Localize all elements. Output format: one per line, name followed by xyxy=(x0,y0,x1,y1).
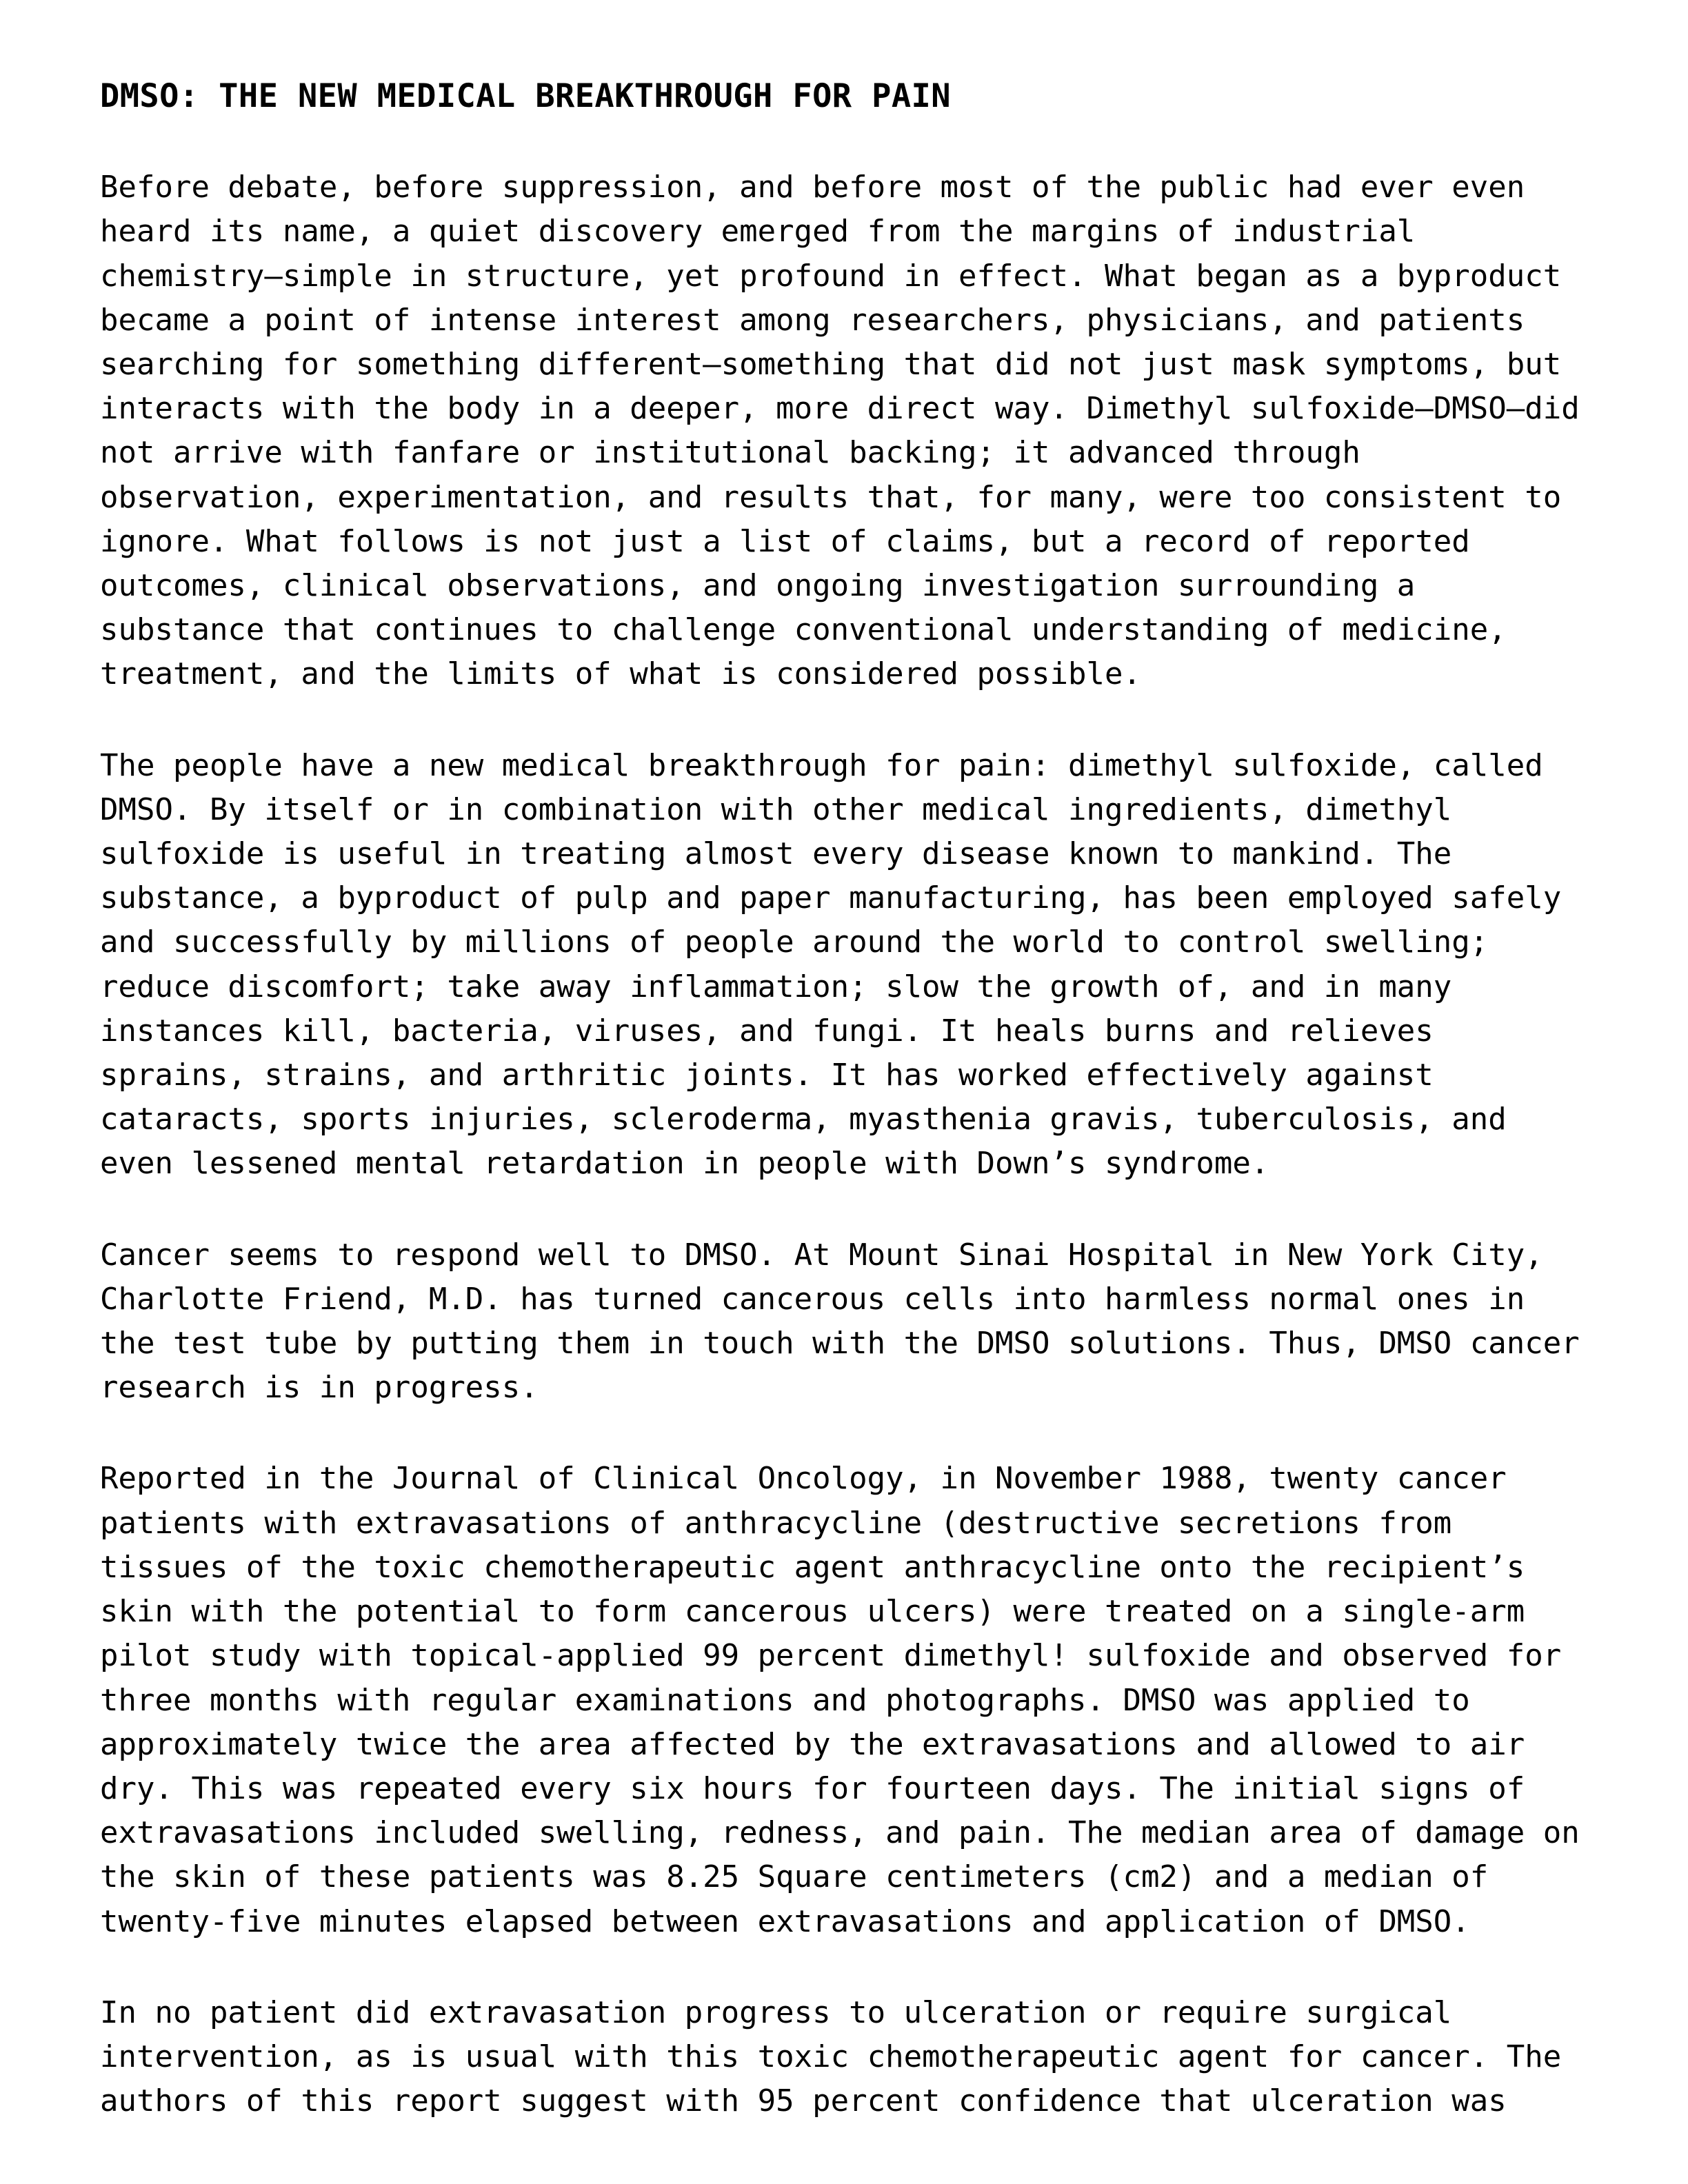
text-line: observation, experimentation, and results that, for many, were too consistent to xyxy=(100,479,1562,515)
text-line: Cancer seems to respond well to DMSO. At Mount Sinai Hospital in New York City, xyxy=(100,1237,1543,1273)
paragraph-breakthrough-claims xyxy=(100,744,1598,1186)
text-line: dry. This was repeated every six hours for fourteen days. The initial signs of xyxy=(100,1770,1525,1806)
paragraph-study-outcome xyxy=(100,1991,1598,2124)
text-line: The people have a new medical breakthrough for pain: dimethyl sulfoxide, called xyxy=(100,747,1543,783)
text-line: heard its name, a quiet discovery emerged from the margins of industrial xyxy=(100,214,1416,250)
text-line: pilot study with topical-applied 99 percent dimethyl! sulfoxide and observed for xyxy=(100,1638,1562,1674)
text-line: instances kill, bacteria, viruses, and fungi. It heals burns and relieves xyxy=(100,1013,1434,1049)
text-line: DMSO. By itself or in combination with other medical ingredients, dimethyl xyxy=(100,791,1452,827)
text-line: sprains, strains, and arthritic joints. It has worked effectively against xyxy=(100,1058,1434,1093)
text-line: even lessened mental retardation in people with Down’s syndrome. xyxy=(100,1146,1269,1182)
text-line: ignore. What follows is not just a list of claims, but a record of reported xyxy=(100,523,1470,559)
text-line: Before debate, before suppression, and before most of the public had ever even xyxy=(100,170,1525,205)
text-line: research is in progress. xyxy=(100,1370,539,1406)
text-line: intervention, as is usual with this toxic chemotherapeutic agent for cancer. The xyxy=(100,2039,1562,2074)
paragraph-intro xyxy=(100,165,1598,696)
text-line: chemistry—simple in structure, yet profound in effect. What began as a byproduct xyxy=(100,258,1562,294)
text-line: sulfoxide is useful in treating almost every disease known to mankind. The xyxy=(100,836,1452,872)
text-line: skin with the potential to form cancerous ulcers) were treated on a single-arm xyxy=(100,1594,1525,1630)
text-line: substance, a byproduct of pulp and paper manufacturing, has been employed safely xyxy=(100,880,1562,916)
text-line: Charlotte Friend, M.D. has turned cancerous cells into harmless normal ones in xyxy=(100,1281,1525,1317)
text-line: and successfully by millions of people around the world to control swelling; xyxy=(100,924,1489,960)
paragraph-journal-study xyxy=(100,1457,1598,1943)
text-line: approximately twice the area affected by the extravasations and allowed to air xyxy=(100,1726,1525,1762)
text-line: In no patient did extravasation progress to ulceration or require surgical xyxy=(100,1994,1452,2030)
text-line: cataracts, sports injuries, scleroderma, myasthenia gravis, tuberculosis, and xyxy=(100,1102,1507,1138)
text-line: substance that continues to challenge conventional understanding of medicine, xyxy=(100,612,1507,648)
paragraph-cancer-research xyxy=(100,1233,1598,1410)
text-line: the skin of these patients was 8.25 Square centimeters (cm2) and a median of xyxy=(100,1859,1489,1895)
text-line: searching for something different—something that did not just mask symptoms, but xyxy=(100,347,1562,383)
text-line: three months with regular examinations and photographs. DMSO was applied to xyxy=(100,1682,1470,1718)
text-line: extravasations included swelling, redness, and pain. The median area of damage on xyxy=(100,1815,1580,1851)
text-line: became a point of intense interest among researchers, physicians, and patients xyxy=(100,302,1525,338)
text-line: twenty-five minutes elapsed between extravasations and application of DMSO. xyxy=(100,1903,1470,1939)
text-line: Reported in the Journal of Clinical Oncology, in November 1988, twenty cancer xyxy=(100,1461,1507,1497)
text-line: interacts with the body in a deeper, more direct way. Dimethyl sulfoxide—DMSO—did xyxy=(100,391,1580,427)
text-line: treatment, and the limits of what is considered possible. xyxy=(100,656,1141,692)
text-line: tissues of the toxic chemotherapeutic agent anthracycline onto the recipient’s xyxy=(100,1549,1525,1585)
text-line: the test tube by putting them in touch with the DMSO solutions. Thus, DMSO cancer xyxy=(100,1326,1580,1362)
text-line: patients with extravasations of anthracycline (destructive secretions from xyxy=(100,1505,1452,1541)
text-line: reduce discomfort; take away inflammation; slow the growth of, and in many xyxy=(100,969,1452,1004)
text-line: outcomes, clinical observations, and ongoing investigation surrounding a xyxy=(100,568,1416,604)
text-line: authors of this report suggest with 95 percent confidence that ulceration was xyxy=(100,2083,1507,2119)
document-title: DMSO: THE NEW MEDICAL BREAKTHROUGH FOR PAIN xyxy=(100,77,951,115)
text-line: not arrive with fanfare or institutional backing; it advanced through xyxy=(100,435,1360,471)
